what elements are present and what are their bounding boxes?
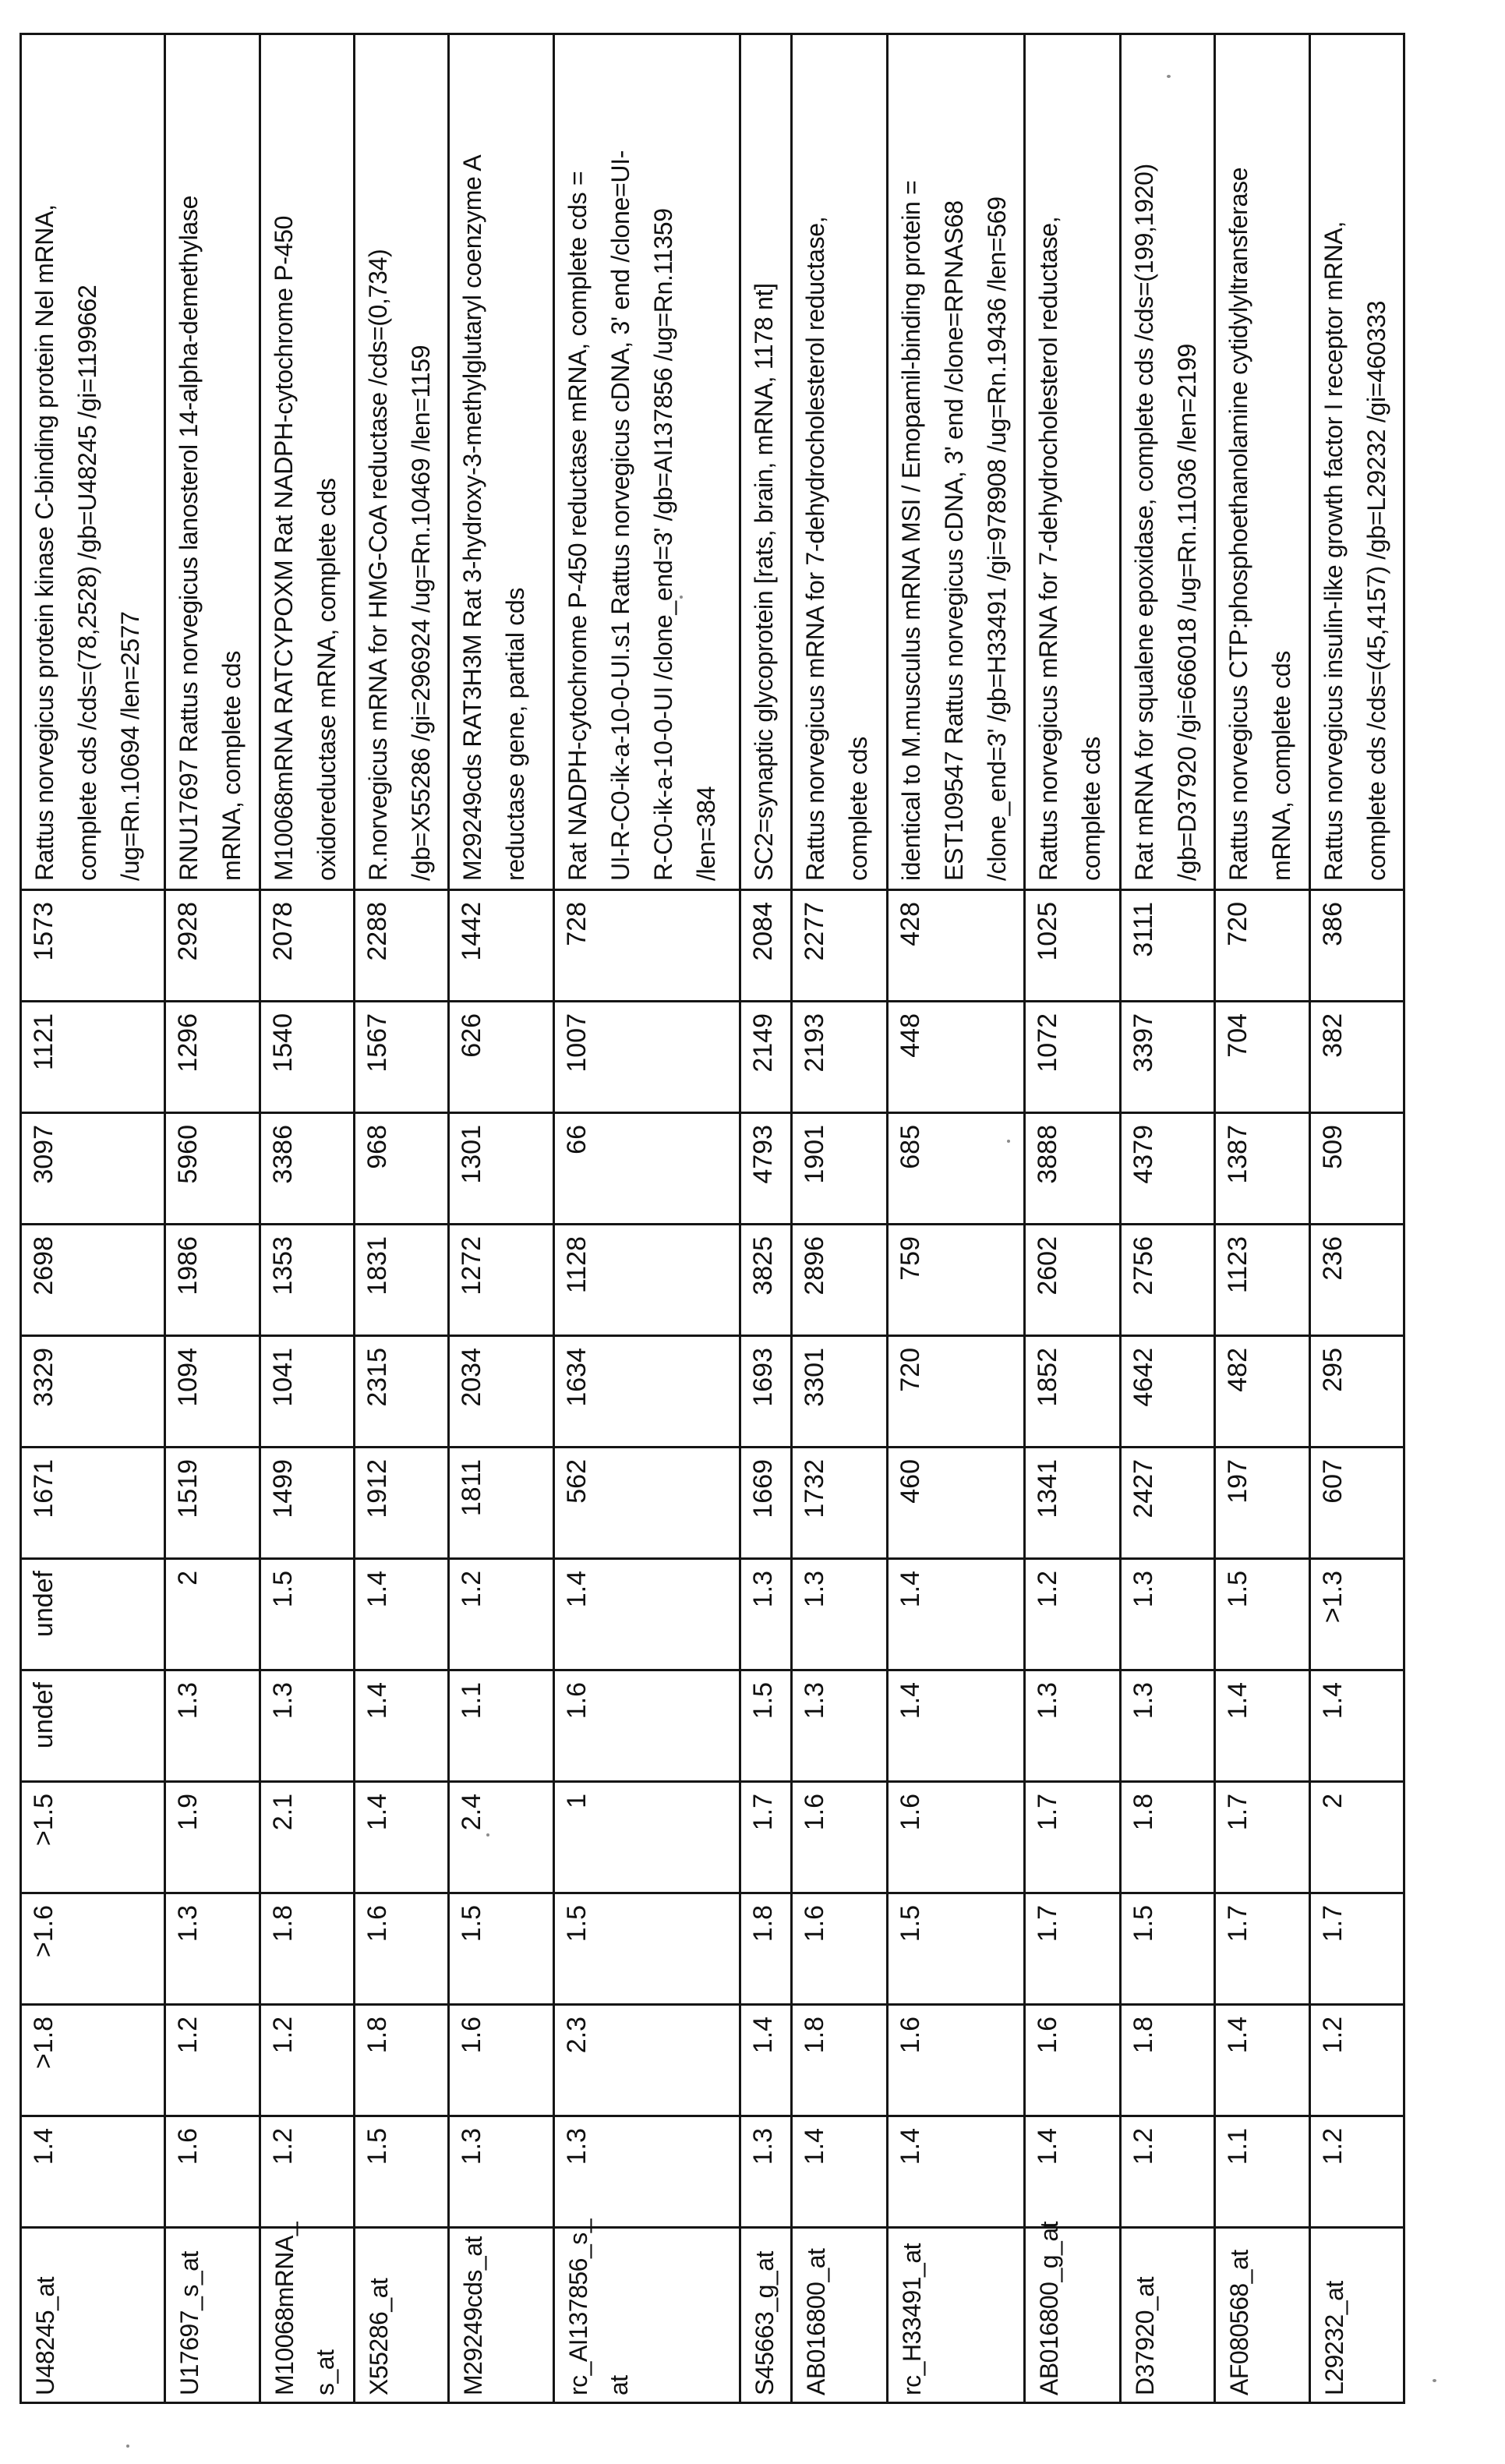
description-cell: Rat mRNA for squalene epoxidase, complete cds /cds=(199,1920) /gb=D37920 /gi=666018 /ug=Rn.11036 /len=2199 (1121, 34, 1215, 890)
value-cell: 2928 (165, 890, 260, 1002)
value-cell: 1025 (1025, 890, 1121, 1002)
description-cell: identical to M.musculus mRNA MSI / Emopamil-binding protein = EST109547 Rattus norvegicus cDNA, 3' end /clone=RPNAS68 /clone_end=3' /gb=H33491 /gi=978908 /ug=Rn.19436 /len=569 (888, 34, 1025, 890)
value-cell: 1.3 (1025, 1670, 1121, 1782)
value-cell: 3097 (21, 1113, 165, 1225)
value-cell: 3825 (740, 1225, 792, 1336)
value-cell: 1669 (740, 1448, 792, 1559)
value-cell: 1.3 (1121, 1670, 1215, 1782)
value-cell: 1.4 (888, 2116, 1025, 2228)
table-row (165, 34, 260, 2403)
probe-id-cell: rc_H33491_at (888, 2228, 1025, 2403)
value-cell: >1.8 (21, 2005, 165, 2116)
value-cell: 1.7 (1025, 1893, 1121, 2005)
value-cell: 1072 (1025, 1002, 1121, 1113)
value-cell: 1.4 (21, 2116, 165, 2228)
value-cell: undef (21, 1559, 165, 1670)
value-cell: 1.4 (888, 1559, 1025, 1670)
description-cell: SC2=synaptic glycoprotein [rats, brain, mRNA, 1178 nt] (740, 34, 792, 890)
value-cell: 1.2 (1121, 2116, 1215, 2228)
description-cell: Rat NADPH-cytochrome P-450 reductase mRNA, complete cds = UI-R-C0-ik-a-10-0-UI.s1 Rattus norvegicus cDNA, 3' end /clone=UI- R-C0-ik-a-10-0-UI /clone_end=3' /gb=AI137856 /ug=Rn.11359 /len=384 (554, 34, 740, 890)
value-cell: 607 (1310, 1448, 1404, 1559)
value-cell: 2698 (21, 1225, 165, 1336)
description-cell: M10068mRNA RATCYPOXM Rat NADPH-cytochrome P-450 oxidoreductase mRNA, complete cds (260, 34, 355, 890)
probe-id-cell: S45663_g_at (740, 2228, 792, 2403)
value-cell: 1301 (449, 1113, 554, 1225)
value-cell: 1128 (554, 1225, 740, 1336)
value-cell: 4379 (1121, 1113, 1215, 1225)
value-cell: 1.5 (554, 1893, 740, 2005)
value-cell: 1.7 (1215, 1782, 1310, 1893)
value-cell: 1123 (1215, 1225, 1310, 1336)
table-row (1310, 34, 1404, 2403)
probe-id-cell: AB016800_at (792, 2228, 888, 2403)
value-cell: 1.2 (449, 1559, 554, 1670)
value-cell: 1.1 (1215, 2116, 1310, 2228)
value-cell: 626 (449, 1002, 554, 1113)
value-cell: 1.8 (1121, 1782, 1215, 1893)
value-cell: 2896 (792, 1225, 888, 1336)
rotated-gene-table-region (19, 35, 1390, 2404)
value-cell: 386 (1310, 890, 1404, 1002)
value-cell: 1.1 (449, 1670, 554, 1782)
value-cell: 1.4 (355, 1782, 449, 1893)
value-cell: 66 (554, 1113, 740, 1225)
table-row (792, 34, 888, 2403)
probe-id-cell: L29232_at (1310, 2228, 1404, 2403)
description-cell: Rattus norvegicus CTP:phosphoethanolamine cytidylyltransferase mRNA, complete cds (1215, 34, 1310, 890)
value-cell: 2.3 (554, 2005, 740, 2116)
value-cell: 1.8 (740, 1893, 792, 2005)
value-cell: 1.4 (1215, 2005, 1310, 2116)
value-cell: 3329 (21, 1336, 165, 1448)
value-cell: 4793 (740, 1113, 792, 1225)
scan-speck (680, 596, 683, 599)
value-cell: 968 (355, 1113, 449, 1225)
value-cell: 1901 (792, 1113, 888, 1225)
value-cell: 1442 (449, 890, 554, 1002)
value-cell: 1.4 (355, 1670, 449, 1782)
value-cell: 1567 (355, 1002, 449, 1113)
description-cell: R.norvegicus mRNA for HMG-CoA reductase /cds=(0,734) /gb=X55286 /gi=296924 /ug=Rn.10469 /len=1159 (355, 34, 449, 890)
value-cell: 1540 (260, 1002, 355, 1113)
value-cell: 1341 (1025, 1448, 1121, 1559)
value-cell: 2084 (740, 890, 792, 1002)
value-cell: 1.3 (449, 2116, 554, 2228)
value-cell: 1811 (449, 1448, 554, 1559)
value-cell: 5960 (165, 1113, 260, 1225)
value-cell: 759 (888, 1225, 1025, 1336)
scan-speck (1007, 1140, 1010, 1143)
value-cell: 1499 (260, 1448, 355, 1559)
table-row (260, 34, 355, 2403)
description-cell: Rattus norvegicus mRNA for 7-dehydrocholesterol reductase, complete cds (1025, 34, 1121, 890)
value-cell: 1.5 (1215, 1559, 1310, 1670)
value-cell: 1.3 (740, 2116, 792, 2228)
description-cell: Rattus norvegicus protein kinase C-binding protein Nel mRNA, complete cds /cds=(78,2528) /gb=U48245 /gi=1199662 /ug=Rn.10694 /len=2577 (21, 34, 165, 890)
value-cell: 1.4 (740, 2005, 792, 2116)
value-cell: 1986 (165, 1225, 260, 1336)
value-cell: 2149 (740, 1002, 792, 1113)
table-row (888, 34, 1025, 2403)
description-cell: RNU17697 Rattus norvegicus lanosterol 14-alpha-demethylase mRNA, complete cds (165, 34, 260, 890)
value-cell: 2034 (449, 1336, 554, 1448)
value-cell: 1.7 (1215, 1893, 1310, 2005)
value-cell: 1.3 (165, 1670, 260, 1782)
probe-id-cell: AF080568_at (1215, 2228, 1310, 2403)
value-cell: 4642 (1121, 1336, 1215, 1448)
value-cell: 1.3 (740, 1559, 792, 1670)
gene-expression-table (19, 33, 1405, 2404)
table-row (21, 34, 165, 2403)
value-cell: 197 (1215, 1448, 1310, 1559)
value-cell: 295 (1310, 1336, 1404, 1448)
probe-id-cell: M29249cds_at (449, 2228, 554, 2403)
value-cell: 1296 (165, 1002, 260, 1113)
value-cell: 3386 (260, 1113, 355, 1225)
value-cell: 1.8 (1121, 2005, 1215, 2116)
table-row (740, 34, 792, 2403)
value-cell: 1.4 (792, 2116, 888, 2228)
value-cell: 1 (554, 1782, 740, 1893)
value-cell: undef (21, 1670, 165, 1782)
value-cell: 1.9 (165, 1782, 260, 1893)
probe-id-cell: M10068mRNA_ s_at (260, 2228, 355, 2403)
value-cell: 1.6 (1025, 2005, 1121, 2116)
value-cell: 1912 (355, 1448, 449, 1559)
value-cell: 2.4 (449, 1782, 554, 1893)
value-cell: 428 (888, 890, 1025, 1002)
value-cell: 1121 (21, 1002, 165, 1113)
table-row (1121, 34, 1215, 2403)
value-cell: 1.4 (1310, 1670, 1404, 1782)
value-cell: 1.2 (1310, 2116, 1404, 2228)
value-cell: 685 (888, 1113, 1025, 1225)
value-cell: 1094 (165, 1336, 260, 1448)
probe-id-cell: D37920_at (1121, 2228, 1215, 2403)
probe-id-cell: U17697_s_at (165, 2228, 260, 2403)
value-cell: 2193 (792, 1002, 888, 1113)
probe-id-cell: rc_AI137856_s_ at (554, 2228, 740, 2403)
value-cell: 1519 (165, 1448, 260, 1559)
value-cell: 3111 (1121, 890, 1215, 1002)
value-cell: 1.5 (260, 1559, 355, 1670)
value-cell: 1.6 (554, 1670, 740, 1782)
value-cell: 448 (888, 1002, 1025, 1113)
value-cell: 2315 (355, 1336, 449, 1448)
value-cell: 1.4 (554, 1559, 740, 1670)
probe-id-cell: X55286_at (355, 2228, 449, 2403)
value-cell: 1.4 (355, 1559, 449, 1670)
value-cell: 3301 (792, 1336, 888, 1448)
value-cell: 1.5 (1121, 1893, 1215, 2005)
value-cell: 1.5 (740, 1670, 792, 1782)
value-cell: 1831 (355, 1225, 449, 1336)
value-cell: 2288 (355, 890, 449, 1002)
value-cell: 1573 (21, 890, 165, 1002)
value-cell: 1387 (1215, 1113, 1310, 1225)
description-cell: Rattus norvegicus mRNA for 7-dehydrocholesterol reductase, complete cds (792, 34, 888, 890)
value-cell: 1.3 (260, 1670, 355, 1782)
value-cell: 2602 (1025, 1225, 1121, 1336)
value-cell: 509 (1310, 1113, 1404, 1225)
value-cell: 720 (1215, 890, 1310, 1002)
probe-id-cell: U48245_at (21, 2228, 165, 2403)
value-cell: 2756 (1121, 1225, 1215, 1336)
value-cell: 1.2 (260, 2005, 355, 2116)
value-cell: 2277 (792, 890, 888, 1002)
scan-speck (1433, 2379, 1436, 2382)
value-cell: 1.4 (1025, 2116, 1121, 2228)
value-cell: 460 (888, 1448, 1025, 1559)
value-cell: 1.3 (792, 1559, 888, 1670)
scan-speck (126, 2445, 129, 2448)
table-body (21, 34, 1404, 2403)
value-cell: 1.2 (165, 2005, 260, 2116)
value-cell: 1.5 (449, 1893, 554, 2005)
value-cell: 1.8 (792, 2005, 888, 2116)
description-cell: M29249cds RAT3H3M Rat 3-hydroxy-3-methylglutaryl coenzyme A reductase gene, partial cds (449, 34, 554, 890)
value-cell: 2 (1310, 1782, 1404, 1893)
value-cell: 1.6 (888, 2005, 1025, 2116)
value-cell: 1693 (740, 1336, 792, 1448)
value-cell: >1.3 (1310, 1559, 1404, 1670)
description-cell: Rattus norvegicus insulin-like growth factor I receptor mRNA, complete cds /cds=(45,4157) /gb=L29232 /gi=460333 (1310, 34, 1404, 890)
probe-id-cell: AB016800_g_at (1025, 2228, 1121, 2403)
value-cell: 728 (554, 890, 740, 1002)
value-cell: 1.6 (449, 2005, 554, 2116)
value-cell: 2 (165, 1559, 260, 1670)
table-row (554, 34, 740, 2403)
value-cell: 1.6 (792, 1893, 888, 2005)
value-cell: 1.2 (260, 2116, 355, 2228)
value-cell: 1.7 (740, 1782, 792, 1893)
scan-speck (1167, 75, 1171, 78)
table-row (449, 34, 554, 2403)
value-cell: 562 (554, 1448, 740, 1559)
value-cell: 2427 (1121, 1448, 1215, 1559)
value-cell: 1.6 (792, 1782, 888, 1893)
value-cell: 1.3 (165, 1893, 260, 2005)
value-cell: 3397 (1121, 1002, 1215, 1113)
value-cell: 1.2 (1025, 1559, 1121, 1670)
value-cell: 1.3 (554, 2116, 740, 2228)
value-cell: 1272 (449, 1225, 554, 1336)
value-cell: 1007 (554, 1002, 740, 1113)
value-cell: 3888 (1025, 1113, 1121, 1225)
value-cell: 1.4 (1215, 1670, 1310, 1782)
value-cell: 1.5 (355, 2116, 449, 2228)
value-cell: 2078 (260, 890, 355, 1002)
value-cell: >1.5 (21, 1782, 165, 1893)
value-cell: 1732 (792, 1448, 888, 1559)
value-cell: 1041 (260, 1336, 355, 1448)
value-cell: 704 (1215, 1002, 1310, 1113)
value-cell: 1353 (260, 1225, 355, 1336)
value-cell: 720 (888, 1336, 1025, 1448)
value-cell: 1.4 (888, 1670, 1025, 1782)
value-cell: 1852 (1025, 1336, 1121, 1448)
value-cell: 1.5 (888, 1893, 1025, 2005)
value-cell: 236 (1310, 1225, 1404, 1336)
value-cell: >1.6 (21, 1893, 165, 2005)
value-cell: 2.1 (260, 1782, 355, 1893)
value-cell: 1.6 (165, 2116, 260, 2228)
value-cell: 1.2 (1310, 2005, 1404, 2116)
table-row (355, 34, 449, 2403)
value-cell: 1.3 (1121, 1559, 1215, 1670)
scan-speck (486, 1833, 489, 1837)
value-cell: 1.7 (1310, 1893, 1404, 2005)
value-cell: 1671 (21, 1448, 165, 1559)
value-cell: 1.8 (355, 2005, 449, 2116)
table-row (1025, 34, 1121, 2403)
value-cell: 1.6 (888, 1782, 1025, 1893)
value-cell: 382 (1310, 1002, 1404, 1113)
value-cell: 1.6 (355, 1893, 449, 2005)
value-cell: 1.3 (792, 1670, 888, 1782)
value-cell: 482 (1215, 1336, 1310, 1448)
value-cell: 1634 (554, 1336, 740, 1448)
table-row (1215, 34, 1310, 2403)
value-cell: 1.7 (1025, 1782, 1121, 1893)
value-cell: 1.8 (260, 1893, 355, 2005)
